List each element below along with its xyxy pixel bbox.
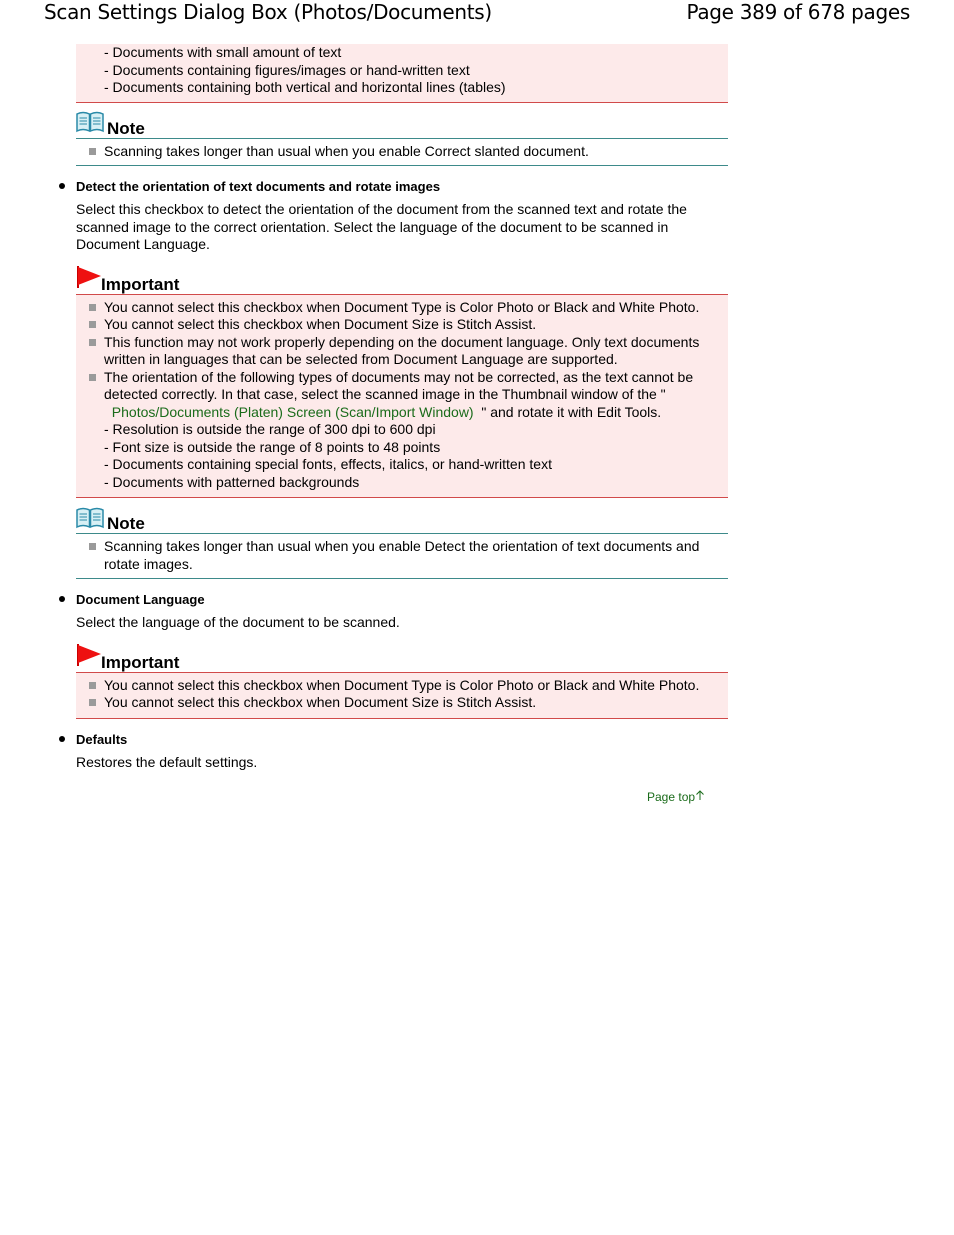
note-box	[76, 509, 728, 579]
list-item: - Documents with patterned backgrounds	[104, 473, 360, 490]
arrow-up-icon	[695, 790, 705, 804]
list-item: You cannot select this checkbox when Document Type is Color Photo or Black and White Photo.	[76, 299, 728, 317]
list-item: Scanning takes longer than usual when you enable Detect the orientation of text documents and rotate images.	[76, 538, 728, 573]
section-heading: Detect the orientation of text documents and rotate images	[76, 179, 441, 194]
red-flag-icon	[76, 265, 102, 294]
section-heading: Defaults	[76, 731, 128, 747]
bullet-icon	[59, 183, 65, 189]
square-bullet-icon	[89, 699, 96, 706]
square-bullet-icon	[89, 339, 96, 346]
page-counter: Page 389 of 678 pages	[686, 0, 910, 24]
square-bullet-icon	[89, 374, 96, 381]
list-item: - Documents with small amount of text	[104, 44, 342, 60]
list-item: Scanning takes longer than usual when you enable Correct slanted document.	[76, 143, 728, 161]
list-item: - Documents containing both vertical and horizontal lines (tables)	[104, 79, 506, 95]
note-title: Note	[107, 514, 145, 533]
important-title: Important	[101, 274, 180, 294]
red-flag-icon	[76, 643, 102, 672]
square-bullet-icon	[89, 543, 96, 550]
bullet-icon	[59, 736, 65, 742]
book-icon	[76, 111, 104, 138]
section-document-language	[76, 591, 728, 632]
important-box	[76, 268, 728, 499]
important-title: Important	[101, 652, 180, 672]
list-item: - Documents containing special fonts, effects, italics, or hand-written text	[104, 456, 552, 472]
bullet-icon	[59, 596, 65, 602]
list-item: You cannot select this checkbox when Document Size is Stitch Assist.	[76, 316, 728, 334]
important-box-continued	[76, 44, 728, 103]
important-box	[76, 646, 728, 719]
page-top-link[interactable]: Page top	[647, 789, 705, 804]
square-bullet-icon	[89, 304, 96, 311]
section-defaults	[76, 731, 728, 772]
square-bullet-icon	[89, 148, 96, 155]
page-header	[0, 0, 954, 28]
square-bullet-icon	[89, 321, 96, 328]
list-item: You cannot select this checkbox when Document Type is Color Photo or Black and White Photo.	[76, 677, 728, 695]
main-content	[76, 44, 728, 771]
book-icon	[76, 507, 104, 534]
section-heading: Document Language	[76, 592, 205, 607]
platen-screen-link[interactable]: Photos/Documents (Platen) Screen (Scan/Import Window)	[111, 403, 474, 420]
note-box	[76, 114, 728, 167]
note-title: Note	[107, 118, 145, 138]
list-item: This function may not work properly depending on the document language. Only text documents written in languages that can be selected from Document Language are supported.	[76, 334, 728, 369]
list-item: You cannot select this checkbox when Document Size is Stitch Assist.	[76, 694, 728, 712]
section-text: Select the language of the document to be scanned.	[76, 614, 400, 630]
document-title: Scan Settings Dialog Box (Photos/Documents)	[44, 0, 492, 24]
list-item: The orientation of the following types of documents may not be corrected, as the text cannot be detected correctly. In that case, select the scanned image in the Thumbnail window of the " Photos/Documents (Platen) Screen (Scan/Import Window) " and rotate it with Edit Tools. - Resolution is outside the range of 300 dpi to 600 dpi - Font size is outside the range of 8 points to 48 points - Documents containing special fonts, effects, italics, or hand-written text - Documents with patterned backgrounds	[76, 369, 728, 492]
list-item: - Resolution is outside the range of 300 dpi to 600 dpi	[104, 421, 436, 437]
list-item: - Font size is outside the range of 8 points to 48 points	[104, 438, 441, 455]
section-text: Restores the default settings.	[76, 753, 258, 770]
list-item: - Documents containing figures/images or hand-written text	[104, 61, 470, 78]
section-detect-orientation	[76, 178, 728, 254]
square-bullet-icon	[89, 682, 96, 689]
section-text: Select this checkbox to detect the orientation of the document from the scanned text and rotate the scanned image to the correct orientation. Select the language of the document to be scanned in Document Language.	[76, 201, 687, 252]
